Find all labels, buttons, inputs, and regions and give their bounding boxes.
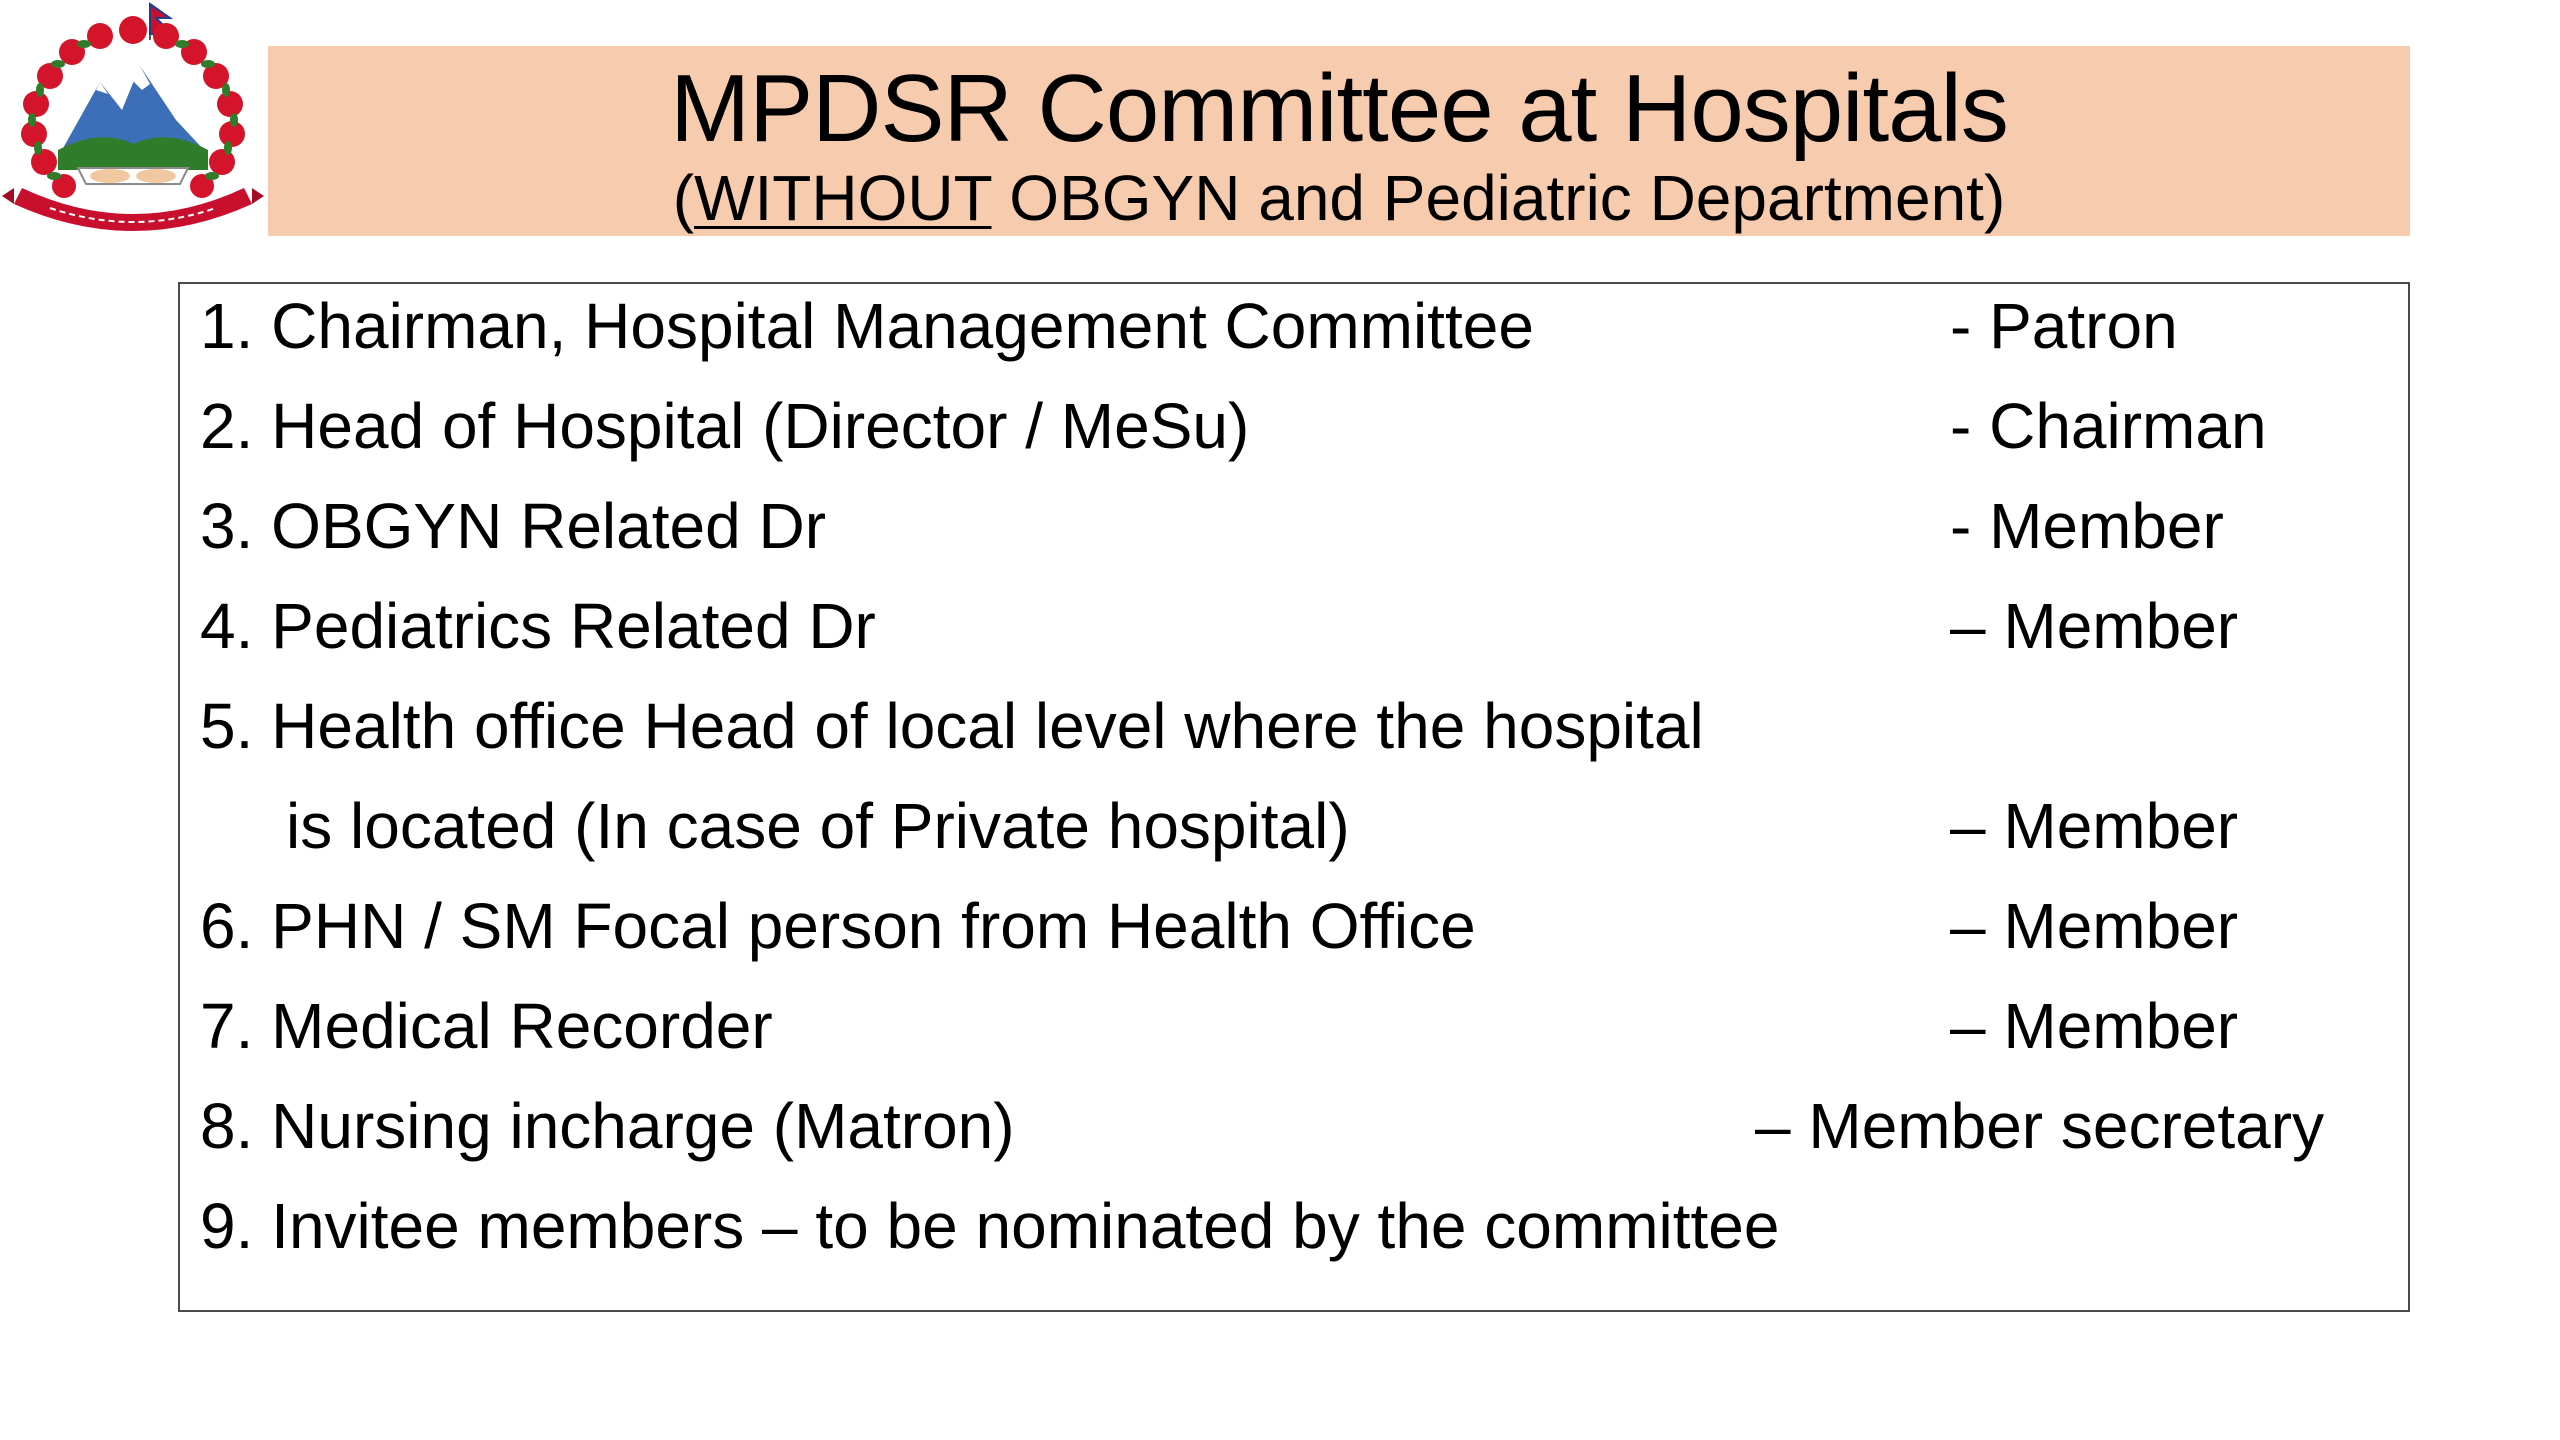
- member-role: – Member: [1950, 590, 2239, 662]
- list-item: [180, 686, 2408, 786]
- member-role: - Patron: [1950, 290, 2178, 362]
- list-item: [180, 486, 2408, 586]
- page-subtitle: [268, 158, 2410, 238]
- list-item: [180, 986, 2408, 1086]
- list-item: [180, 286, 2408, 386]
- member-role: - Chairman: [1950, 390, 2267, 462]
- title-banner: [268, 46, 2410, 236]
- member-name: 4. Pediatrics Related Dr: [200, 590, 876, 662]
- page-title: MPDSR Committee at Hospitals: [670, 55, 2008, 162]
- member-name: 5. Health office Head of local level where the hospital: [200, 690, 1704, 762]
- subtitle-open: (: [672, 162, 695, 234]
- member-role: - Member: [1950, 490, 2224, 562]
- member-name: 2. Head of Hospital (Director / MeSu): [200, 390, 1250, 462]
- nepal-government-emblem-icon: [0, 0, 266, 244]
- member-name: 7. Medical Recorder: [200, 990, 773, 1062]
- member-role: – Member: [1950, 890, 2239, 962]
- list-item: [180, 386, 2408, 486]
- subtitle-rest: OBGYN and Pediatric Department): [991, 162, 2006, 234]
- subtitle-underlined: WITHOUT: [694, 162, 992, 234]
- members-list: [178, 282, 2410, 1312]
- member-name: 1. Chairman, Hospital Management Committee: [200, 290, 1534, 362]
- list-item: [180, 1086, 2408, 1186]
- member-name: is located (In case of Private hospital): [286, 790, 1350, 862]
- member-name: 9. Invitee members – to be nominated by the committee: [200, 1190, 1780, 1262]
- member-role: – Member: [1950, 990, 2239, 1062]
- list-item: [180, 886, 2408, 986]
- list-item: [180, 1186, 2408, 1286]
- member-name: 3. OBGYN Related Dr: [200, 490, 826, 562]
- list-item: [180, 786, 2408, 886]
- member-name: 6. PHN / SM Focal person from Health Office: [200, 890, 1476, 962]
- member-name: 8. Nursing incharge (Matron): [200, 1090, 1015, 1162]
- member-role: – Member: [1950, 790, 2239, 862]
- list-item: [180, 586, 2408, 686]
- member-role: – Member secretary: [1755, 1090, 2325, 1162]
